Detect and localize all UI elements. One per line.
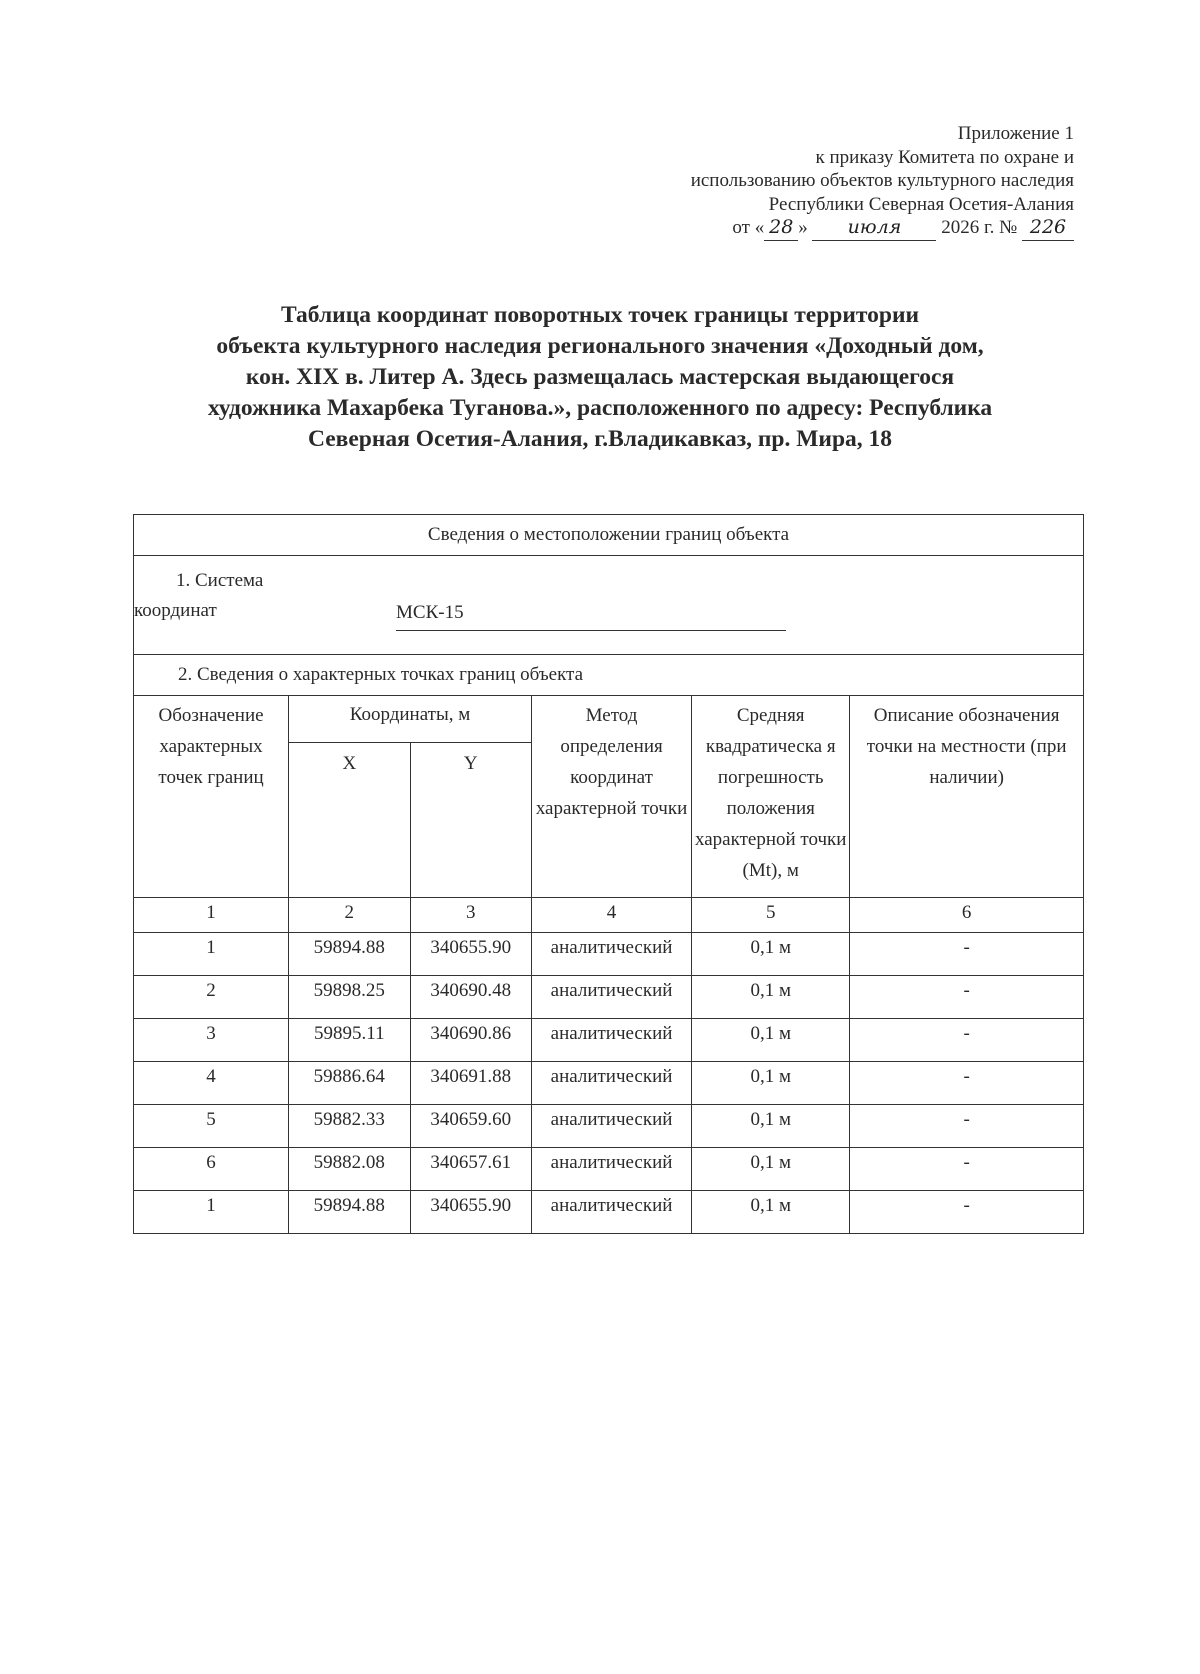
handwritten-month: июля <box>812 216 936 241</box>
table-row <box>134 1191 1084 1234</box>
cell-error: 0,1 м <box>692 1062 850 1105</box>
cell-x: 59895.11 <box>289 1019 410 1062</box>
header-designation: Обозначение характерных точек границ <box>134 696 289 898</box>
cell-x: 59882.33 <box>289 1105 410 1148</box>
cell-method: аналитический <box>531 933 691 976</box>
column-number: 4 <box>531 898 691 933</box>
title-line: объекта культурного наследия регионального значения «Доходный дом, <box>216 333 984 359</box>
cell-point: 5 <box>134 1105 289 1148</box>
appendix-line: Приложение 1 <box>957 123 1074 144</box>
cell-y: 340690.48 <box>410 976 531 1019</box>
column-number: 6 <box>850 898 1084 933</box>
cell-error: 0,1 м <box>692 933 850 976</box>
cell-error: 0,1 м <box>692 1019 850 1062</box>
cell-error: 0,1 м <box>692 976 850 1019</box>
cell-error: 0,1 м <box>692 1148 850 1191</box>
handwritten-day: 28 <box>764 216 798 241</box>
appendix-line: использованию объектов культурного наследия <box>690 170 1074 191</box>
cell-point: 1 <box>134 1191 289 1234</box>
header-method: Метод определения координат характерной точки <box>531 696 691 898</box>
cell-description: - <box>850 1148 1084 1191</box>
cell-point: 1 <box>134 933 289 976</box>
cell-point: 2 <box>134 976 289 1019</box>
cell-x: 59894.88 <box>289 933 410 976</box>
column-number: 1 <box>134 898 289 933</box>
column-numbers-row <box>134 898 1084 933</box>
cell-error: 0,1 м <box>692 1191 850 1234</box>
date-quote-close: » <box>798 217 808 238</box>
cell-error: 0,1 м <box>692 1105 850 1148</box>
header-y: Y <box>410 743 531 898</box>
cell-x: 59898.25 <box>289 976 410 1019</box>
cell-point: 4 <box>134 1062 289 1105</box>
cell-y: 340690.86 <box>410 1019 531 1062</box>
table-row <box>134 1148 1084 1191</box>
points-section-title: 2. Сведения о характерных точках границ объекта <box>134 655 1084 696</box>
cell-y: 340657.61 <box>410 1148 531 1191</box>
date-prefix: от « <box>732 217 765 238</box>
cell-method: аналитический <box>531 1191 691 1234</box>
cell-y: 340691.88 <box>410 1062 531 1105</box>
coordinates-table <box>133 514 1084 1234</box>
cell-description: - <box>850 1062 1084 1105</box>
table-row <box>134 976 1084 1019</box>
column-number: 2 <box>289 898 410 933</box>
header-x: X <box>289 743 410 898</box>
cell-method: аналитический <box>531 1105 691 1148</box>
cell-description: - <box>850 1019 1084 1062</box>
handwritten-order-number: 226 <box>1022 216 1074 241</box>
cell-x: 59882.08 <box>289 1148 410 1191</box>
title-line: художника Махарбека Туганова.», расположенного по адресу: Республика <box>207 395 993 421</box>
cell-description: - <box>850 976 1084 1019</box>
table-row <box>134 1105 1084 1148</box>
system-label-line: координат <box>134 600 217 621</box>
section-title: Сведения о местоположении границ объекта <box>134 515 1084 556</box>
cell-description: - <box>850 933 1084 976</box>
title-line: кон. XIX в. Литер А. Здесь размещалась мастерская выдающегося <box>245 364 955 390</box>
appendix-date-line <box>514 216 1074 241</box>
coordinate-system-value: МСК-15 <box>396 600 786 631</box>
system-label-line: 1. Система <box>176 570 264 591</box>
table-row <box>134 1019 1084 1062</box>
cell-x: 59894.88 <box>289 1191 410 1234</box>
header-error: Средняя квадратическа я погрешность положения характерной точки (Mt), м <box>692 696 850 898</box>
appendix-line: к приказу Комитета по охране и <box>815 146 1074 168</box>
header-description: Описание обозначения точки на местности (при наличии) <box>850 696 1084 898</box>
table-row <box>134 1062 1084 1105</box>
title-line: Северная Осетия-Алания, г.Владикавказ, пр. Мира, 18 <box>307 426 893 452</box>
cell-method: аналитический <box>531 1019 691 1062</box>
appendix-header <box>514 122 1074 241</box>
cell-point: 6 <box>134 1148 289 1191</box>
table-row <box>134 933 1084 976</box>
cell-point: 3 <box>134 1019 289 1062</box>
column-number: 5 <box>692 898 850 933</box>
column-number: 3 <box>410 898 531 933</box>
title-line: Таблица координат поворотных точек границы территории <box>280 302 920 328</box>
cell-y: 340655.90 <box>410 933 531 976</box>
appendix-line: Республики Северная Осетия-Алания <box>768 193 1074 215</box>
cell-method: аналитический <box>531 1148 691 1191</box>
coordinate-system-label <box>134 566 263 626</box>
cell-description: - <box>850 1105 1084 1148</box>
cell-method: аналитический <box>531 976 691 1019</box>
cell-x: 59886.64 <box>289 1062 410 1105</box>
cell-method: аналитический <box>531 1062 691 1105</box>
document-title <box>120 300 1080 455</box>
cell-description: - <box>850 1191 1084 1234</box>
coordinate-system-row <box>134 556 1084 655</box>
cell-y: 340655.90 <box>410 1191 531 1234</box>
cell-y: 340659.60 <box>410 1105 531 1148</box>
date-year: 2026 г. № <box>941 217 1018 238</box>
header-coordinates: Координаты, м <box>289 696 532 743</box>
